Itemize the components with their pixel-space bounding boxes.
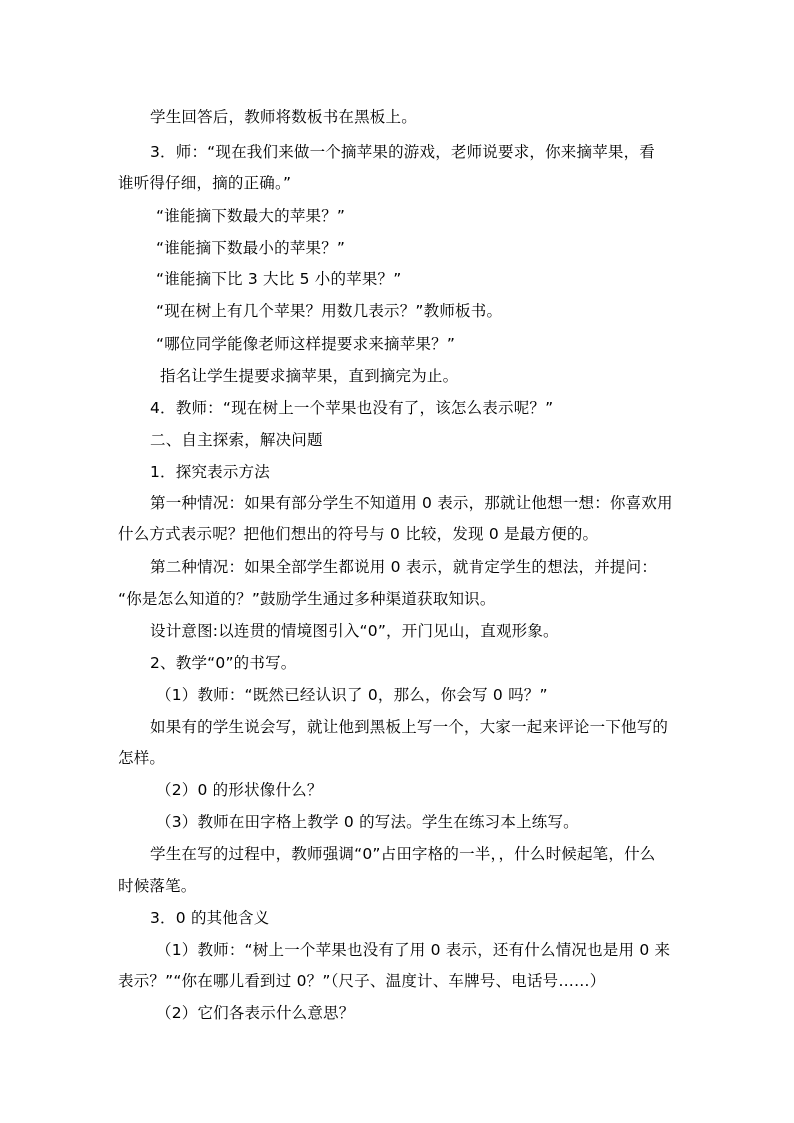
paragraph-line: （2）0 的形状像什么？: [156, 781, 323, 799]
paragraph-line: 4．教师：“现在树上一个苹果也没有了，该怎么表示呢？”: [150, 399, 554, 417]
paragraph-line: 指名让学生提要求摘苹果，直到摘完为止。: [160, 367, 459, 385]
paragraph-line: 学生在写的过程中，教师强调“0”占田字格的一半，，什么时候起笔，什么: [150, 845, 656, 863]
paragraph-line: （1）教师：“既然已经认识了 0，那么，你会写 0 吗？”: [156, 686, 548, 704]
paragraph-line: 怎样。: [118, 749, 166, 767]
paragraph-line: （3）教师在田字格上教学 0 的写法。学生在练习本上练写。: [156, 813, 579, 831]
paragraph-line: 如果有的学生说会写，就让他到黑板上写一个，大家一起来评论一下他写的: [150, 718, 669, 736]
section-heading: 二、自主探索，解决问题: [150, 431, 323, 449]
paragraph-line: “谁能摘下比 3 大比 5 小的苹果？”: [156, 270, 402, 288]
paragraph-line: 第二种情况：如果全部学生都说用 0 表示，就肯定学生的想法，并提问：: [150, 558, 658, 576]
paragraph-line: “你是怎么知道的？”鼓励学生通过多种渠道获取知识。: [118, 590, 496, 608]
paragraph-line: 设计意图:以连贯的情境图引入“0”，开门见山，直观形象。: [150, 622, 559, 640]
paragraph-line: “哪位同学能像老师这样提要求来摘苹果？”: [156, 335, 456, 353]
paragraph-line: （1）教师：“树上一个苹果也没有了用 0 表示，还有什么情况也是用 0 来: [156, 941, 671, 959]
paragraph-line: “现在树上有几个苹果？用数几表示？”教师板书。: [156, 302, 503, 320]
paragraph-line: 什么方式表示呢？把他们想出的符号与 0 比较，发现 0 是最方便的。: [118, 525, 599, 543]
paragraph-line: 表示？”“你在哪儿看到过 0？”（尺子、温度计、车牌号、电话号……）: [118, 972, 606, 990]
subsection-heading: 1．探究表示方法: [150, 463, 270, 481]
paragraph-line: 学生回答后，教师将数板书在黑板上。: [150, 108, 417, 126]
paragraph-line: 3．师：“现在我们来做一个摘苹果的游戏，老师说要求，你来摘苹果，看: [150, 143, 655, 161]
subsection-heading: 3．0 的其他含义: [150, 909, 270, 927]
paragraph-line: 第一种情况：如果有部分学生不知道用 0 表示，那就让他想一想：你喜欢用: [150, 494, 673, 512]
paragraph-line: 时候落笔。: [118, 877, 197, 895]
paragraph-line: （2）它们各表示什么意思？: [156, 1004, 355, 1022]
paragraph-line: 谁听得仔细，摘的正确。”: [118, 174, 292, 192]
paragraph-line: “谁能摘下数最大的苹果？”: [156, 207, 346, 225]
paragraph-line: “谁能摘下数最小的苹果？”: [156, 239, 346, 257]
subsection-heading: 2、教学“0”的书写。: [150, 654, 297, 672]
